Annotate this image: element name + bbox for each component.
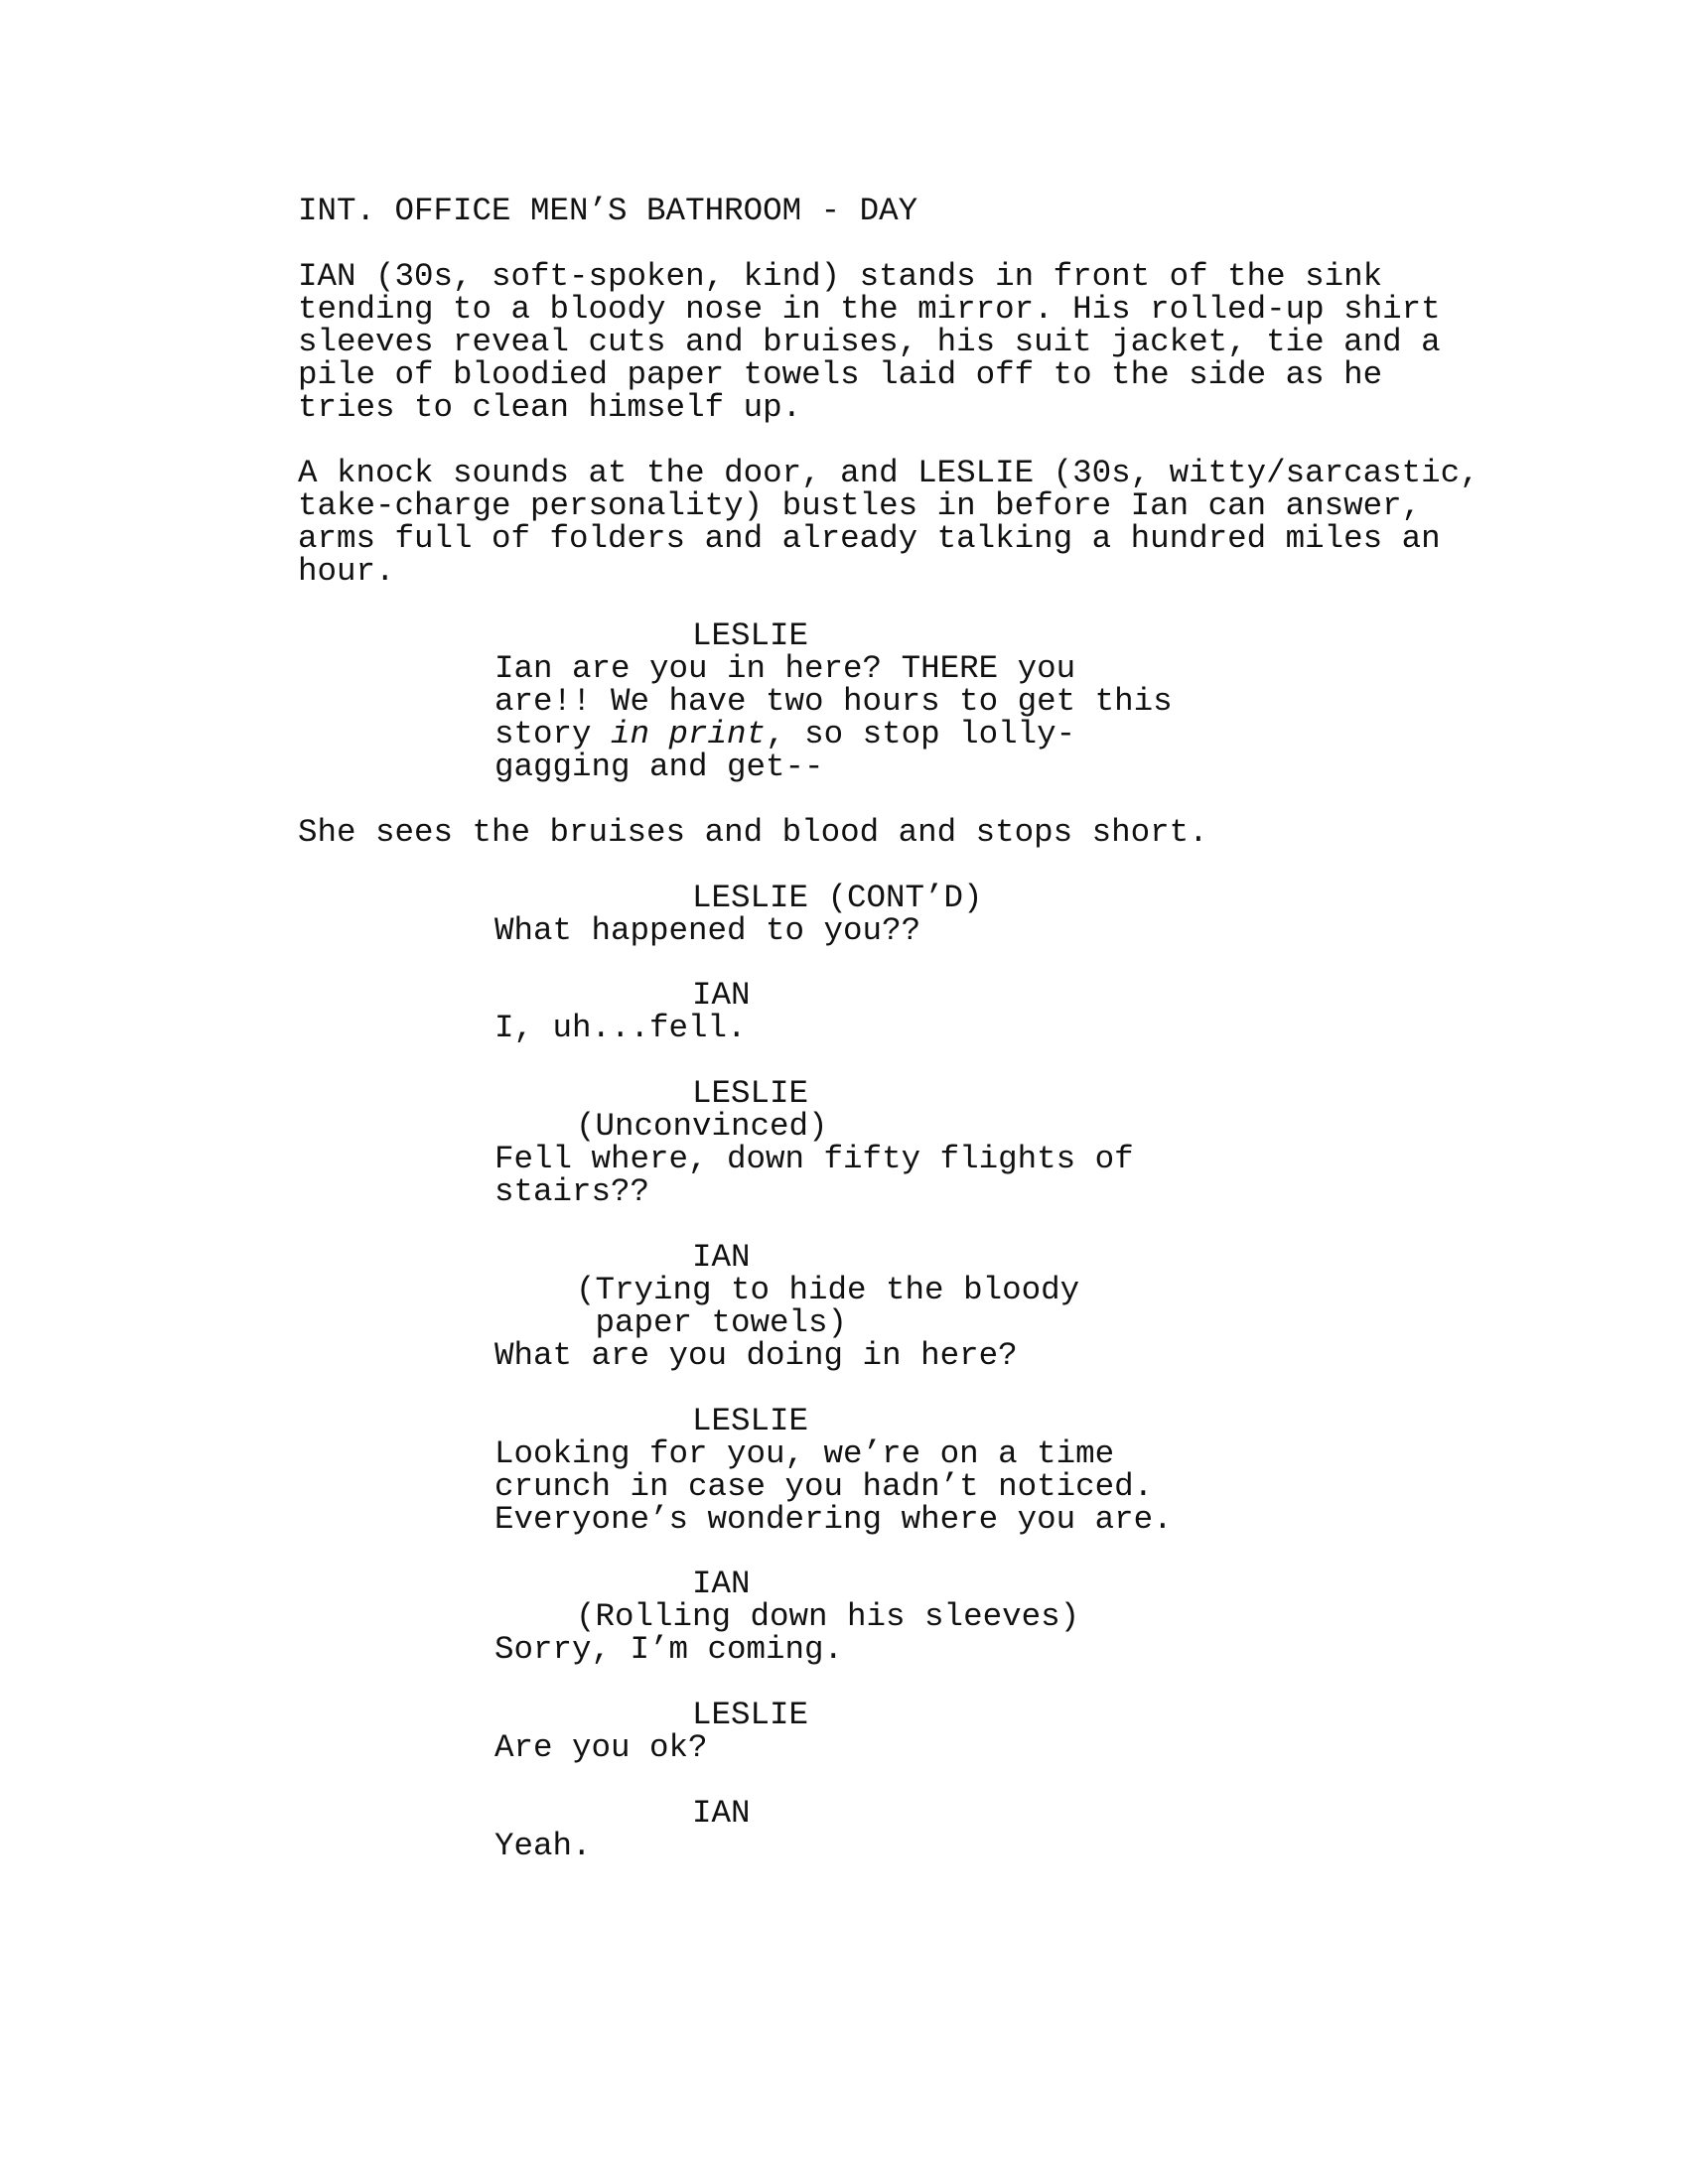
character-name: LESLIE — [692, 1075, 809, 1112]
dialogue-line: gagging and get-- — [494, 749, 824, 785]
parenthetical: (Rolling down his sleeves) — [576, 1598, 1080, 1635]
character-name: LESLIE (CONT’D) — [692, 880, 983, 916]
character-name: IAN — [692, 977, 751, 1014]
dialogue-line: crunch in case you hadn’t noticed. — [494, 1468, 1154, 1505]
parenthetical: (Unconvinced) — [576, 1108, 828, 1145]
dialogue-line: are!! We have two hours to get this — [494, 683, 1173, 720]
dialogue-text: story — [494, 716, 612, 752]
dialogue-line — [494, 718, 1075, 751]
dialogue-line: Yeah. — [494, 1828, 592, 1864]
dialogue-line: stairs?? — [494, 1173, 650, 1210]
dialogue-emphasis: in print — [611, 716, 767, 752]
action-line: take-charge personality) bustles in before Ian can answer, — [298, 487, 1422, 524]
parenthetical: (Trying to hide the bloody — [576, 1272, 1080, 1308]
dialogue-line: What happened to you?? — [494, 912, 921, 949]
dialogue-line: What are you doing in here? — [494, 1337, 1018, 1374]
parenthetical: paper towels) — [576, 1304, 848, 1341]
action-line: arms full of folders and already talking a hundred miles an — [298, 520, 1441, 557]
dialogue-line: Are you ok? — [494, 1729, 708, 1766]
action-line: A knock sounds at the door, and LESLIE (30s, witty/sarcastic, — [298, 455, 1479, 491]
action-line: She sees the bruises and blood and stops short. — [298, 814, 1208, 851]
action-line: tending to a bloody nose in the mirror. His rolled-up shirt — [298, 291, 1441, 328]
action-line: hour. — [298, 553, 395, 590]
action-line: tries to clean himself up. — [298, 389, 802, 426]
character-name: IAN — [692, 1239, 751, 1276]
dialogue-line: Looking for you, we’re on a time — [494, 1435, 1115, 1472]
dialogue-line: Sorry, I’m coming. — [494, 1631, 844, 1668]
character-name: IAN — [692, 1566, 751, 1602]
dialogue-line: I, uh...fell. — [494, 1010, 747, 1046]
dialogue-line: Fell where, down fifty flights of — [494, 1141, 1134, 1177]
character-name: LESLIE — [692, 1403, 809, 1439]
action-line: pile of bloodied paper towels laid off to the side as he — [298, 356, 1383, 393]
action-line: IAN (30s, soft-spoken, kind) stands in front of the sink — [298, 258, 1383, 295]
dialogue-text: , so stop lolly- — [766, 716, 1076, 752]
scene-heading: INT. OFFICE MEN’S BATHROOM - DAY — [298, 193, 918, 229]
character-name: LESLIE — [692, 1697, 809, 1733]
character-name: LESLIE — [692, 617, 809, 654]
dialogue-line: Everyone’s wondering where you are. — [494, 1501, 1173, 1538]
character-name: IAN — [692, 1795, 751, 1832]
action-line: sleeves reveal cuts and bruises, his suit jacket, tie and a — [298, 324, 1441, 360]
dialogue-line: Ian are you in here? THERE you — [494, 650, 1076, 687]
